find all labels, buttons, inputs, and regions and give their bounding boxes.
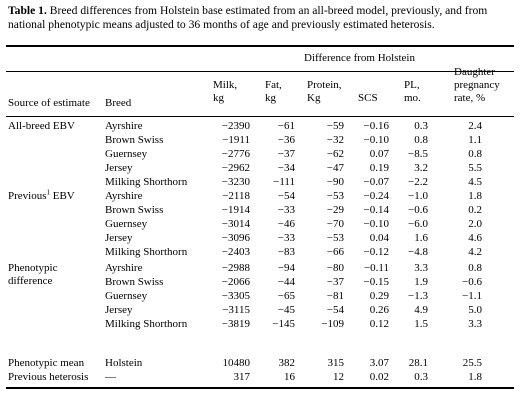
cell-protein: −59 — [326, 120, 344, 132]
cell-dpr: 0.8 — [468, 262, 482, 274]
cell-scs: −0.07 — [363, 176, 389, 189]
header-protein: Kg — [307, 92, 321, 104]
cell-milk: −3230 — [221, 176, 250, 189]
footer-breed: — — [105, 371, 116, 383]
footer-fat: 16 — [284, 371, 295, 383]
source-text: EBV — [50, 190, 75, 202]
cell-dpr: 1.8 — [468, 190, 482, 202]
footer-dpr: 25.5 — [462, 357, 482, 369]
group-source-label: All-breed EBV — [8, 120, 75, 132]
cell-breed: Jersey — [105, 304, 133, 317]
cell-scs: 0.19 — [369, 162, 389, 175]
cell-breed: Milking Shorthorn — [105, 246, 188, 259]
caption-text: Breed differences from Holstein base estimated from an all-breed model, previously, and from national phenotypic means adjusted to 36 months of age and previously estimated heterosis. — [8, 4, 488, 31]
cell-scs: 0.04 — [369, 232, 389, 245]
cell-milk: −3096 — [221, 232, 250, 245]
cell-protein: −53 — [326, 190, 344, 202]
cell-scs: −0.24 — [363, 190, 389, 202]
spanner-label: Difference from Holstein — [304, 52, 415, 64]
cell-fat: −111 — [273, 176, 295, 189]
cell-milk: −3014 — [221, 218, 250, 231]
cell-breed: Guernsey — [105, 218, 148, 231]
cell-breed: Ayrshire — [105, 262, 143, 274]
header-source: Source of estimate — [8, 97, 90, 109]
cell-fat: −44 — [277, 276, 295, 289]
cell-pl: −8.5 — [408, 148, 428, 161]
cell-scs: −0.10 — [363, 134, 389, 147]
cell-dpr: 1.1 — [468, 134, 482, 147]
cell-protein: −29 — [326, 204, 344, 217]
cell-milk: −2118 — [222, 190, 250, 202]
cell-scs: −0.10 — [363, 218, 389, 231]
cell-protein: −109 — [321, 318, 344, 331]
footer-pl: 0.3 — [414, 371, 428, 383]
footer-fat: 382 — [278, 357, 295, 369]
cell-pl: −6.0 — [408, 218, 428, 231]
cell-fat: −54 — [277, 190, 295, 202]
source-text: Previous — [8, 190, 47, 202]
cell-pl: −1.0 — [408, 190, 428, 202]
group-source-label — [8, 190, 75, 203]
cell-pl: 3.3 — [414, 262, 428, 274]
cell-scs: −0.15 — [363, 276, 389, 289]
cell-dpr: −0.6 — [462, 276, 482, 289]
cell-protein: −53 — [326, 232, 344, 245]
header-pl: mo. — [404, 92, 421, 104]
cell-pl: 1.9 — [414, 276, 428, 289]
cell-pl: 1.5 — [414, 318, 428, 331]
cell-scs: 0.26 — [369, 304, 389, 317]
cell-dpr: 2.4 — [468, 120, 482, 132]
cell-milk: −3819 — [221, 318, 250, 331]
cell-dpr: 2.0 — [468, 218, 482, 231]
table-caption — [8, 4, 513, 31]
cell-scs: 0.07 — [369, 148, 389, 161]
cell-dpr: 0.2 — [468, 204, 482, 217]
cell-fat: −34 — [277, 162, 295, 175]
cell-breed: Brown Swiss — [105, 134, 164, 147]
top-rule — [6, 45, 514, 47]
cell-pl: 4.9 — [414, 304, 428, 317]
cell-pl: −4.8 — [408, 246, 428, 259]
footer-scs: 3.07 — [369, 357, 389, 369]
cell-fat: −61 — [277, 120, 295, 132]
cell-scs: 0.29 — [369, 290, 389, 303]
cell-dpr: 4.6 — [468, 232, 482, 245]
cell-breed: Milking Shorthorn — [105, 318, 188, 331]
cell-fat: −94 — [277, 262, 295, 274]
footer-protein: 12 — [333, 371, 344, 383]
cell-fat: −83 — [277, 246, 295, 259]
cell-pl: 3.2 — [414, 162, 428, 175]
cell-milk: −3115 — [222, 304, 250, 317]
cell-protein: −47 — [326, 162, 344, 175]
header-dpr: pregnancy — [454, 79, 500, 91]
header-milk: Milk, — [213, 79, 238, 91]
cell-scs: −0.12 — [363, 246, 389, 259]
cell-fat: −45 — [277, 304, 295, 317]
footer-source: Previous heterosis — [8, 371, 89, 383]
group-source-label: difference — [8, 275, 53, 287]
bottom-rule — [6, 387, 514, 389]
header-fat: kg — [265, 92, 276, 104]
footer-source: Phenotypic mean — [8, 357, 85, 369]
cell-breed: Brown Swiss — [105, 204, 164, 217]
cell-dpr: 4.2 — [468, 246, 482, 259]
cell-breed: Ayrshire — [105, 190, 143, 202]
footer-pl: 28.1 — [408, 357, 428, 369]
cell-breed: Jersey — [105, 162, 133, 175]
header-dpr: Daughter — [454, 66, 495, 78]
footer-milk: 10480 — [222, 357, 250, 369]
cell-breed: Milking Shorthorn — [105, 176, 188, 189]
cell-dpr: 3.3 — [468, 318, 482, 331]
cell-fat: −33 — [277, 232, 295, 245]
header-rule — [6, 116, 514, 117]
cell-fat: −145 — [272, 318, 295, 331]
cell-protein: −32 — [326, 134, 344, 147]
cell-fat: −46 — [277, 218, 295, 231]
cell-milk: −1914 — [221, 204, 250, 217]
cell-milk: −2988 — [221, 262, 250, 274]
caption-label: Table 1. — [8, 4, 47, 17]
header-scs: SCS — [358, 92, 378, 104]
cell-dpr: 5.0 — [468, 304, 482, 317]
cell-fat: −33 — [277, 204, 295, 217]
cell-pl: −2.2 — [408, 176, 428, 189]
cell-dpr: 4.5 — [468, 176, 482, 189]
cell-protein: −80 — [326, 262, 344, 274]
footnote-marker: 1 — [46, 188, 50, 197]
cell-dpr: 5.5 — [468, 162, 482, 175]
cell-scs: −0.11 — [363, 262, 389, 274]
footer-dpr: 1.8 — [468, 371, 482, 383]
cell-pl: 0.3 — [414, 120, 428, 132]
cell-milk: −2776 — [221, 148, 250, 161]
cell-scs: 0.12 — [369, 318, 389, 331]
cell-breed: Guernsey — [105, 148, 148, 161]
cell-fat: −65 — [277, 290, 295, 303]
cell-breed: Brown Swiss — [105, 276, 164, 289]
footer-protein: 315 — [327, 357, 344, 369]
cell-breed: Guernsey — [105, 290, 148, 303]
footer-milk: 317 — [233, 371, 250, 383]
cell-dpr: −1.1 — [462, 290, 482, 303]
header-pl: PL, — [404, 79, 420, 91]
cell-protein: −70 — [326, 218, 344, 231]
cell-milk: −1911 — [222, 134, 250, 147]
cell-breed: Jersey — [105, 232, 133, 245]
footer-scs: 0.02 — [369, 371, 389, 383]
group-source-label: Phenotypic — [8, 262, 58, 274]
cell-milk: −2390 — [221, 120, 250, 132]
cell-pl: −0.6 — [408, 204, 428, 217]
cell-protein: −90 — [326, 176, 344, 189]
cell-protein: −62 — [326, 148, 344, 161]
header-fat: Fat, — [265, 79, 282, 91]
cell-fat: −37 — [277, 148, 295, 161]
footer-breed: Holstein — [105, 357, 143, 369]
cell-pl: 1.6 — [414, 232, 428, 245]
cell-milk: −2403 — [221, 246, 250, 259]
cell-protein: −54 — [326, 304, 344, 317]
spanner-rule — [6, 71, 514, 72]
cell-fat: −36 — [277, 134, 295, 147]
header-dpr: rate, % — [454, 92, 486, 104]
cell-protein: −37 — [326, 276, 344, 289]
header-breed: Breed — [105, 97, 132, 109]
cell-dpr: 0.8 — [468, 148, 482, 161]
header-milk: kg — [213, 92, 224, 104]
header-protein: Protein, — [307, 79, 342, 91]
cell-milk: −2066 — [221, 276, 250, 289]
cell-pl: 0.8 — [414, 134, 428, 147]
cell-breed: Ayrshire — [105, 120, 143, 132]
cell-protein: −81 — [326, 290, 344, 303]
cell-scs: −0.14 — [363, 204, 389, 217]
cell-pl: −1.3 — [408, 290, 428, 303]
cell-milk: −2962 — [221, 162, 250, 175]
cell-scs: −0.16 — [363, 120, 389, 132]
cell-milk: −3305 — [221, 290, 250, 303]
cell-protein: −66 — [326, 246, 344, 259]
